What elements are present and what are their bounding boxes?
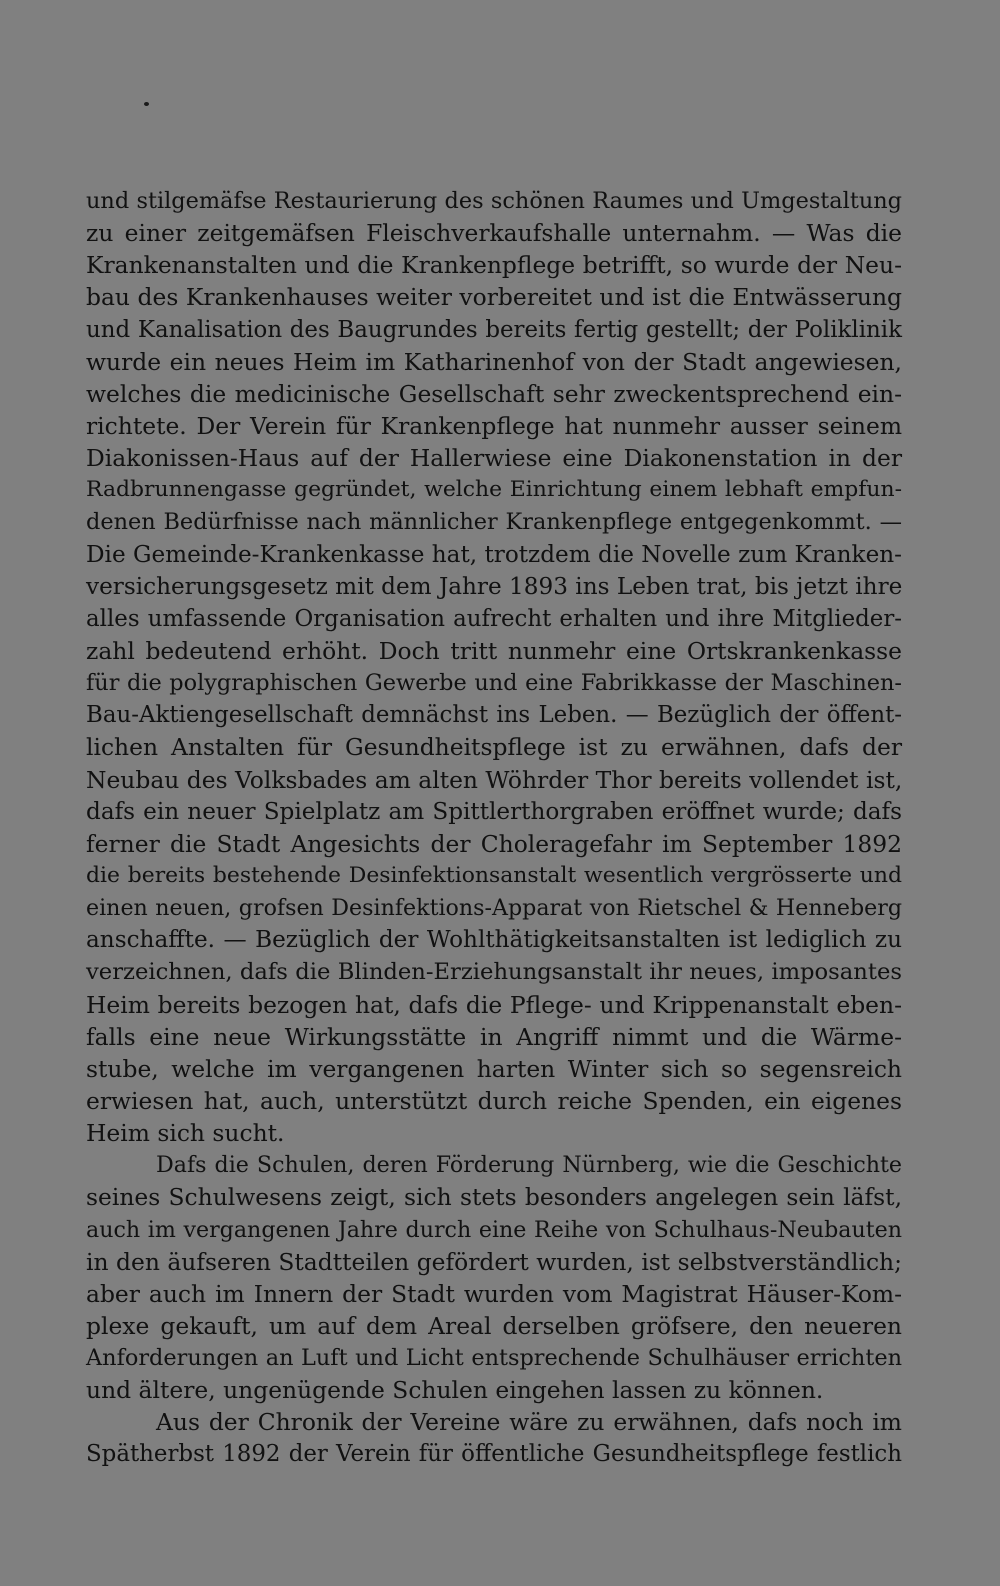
text-line-20: dafs ein neuer Spielplatz am Spittlerthorgraben eröffnet wurde; dafs: [86, 798, 902, 825]
text-line-32: seines Schulwesens zeigt, sich stets besonders angelegen sein läfst,: [86, 1183, 902, 1212]
text-line-21: ferner die Stadt Angesichts der Choleragefahr im September 1892: [86, 829, 902, 858]
text-line-26: Heim bereits bezogen hat, dafs die Pflege- und Krippenanstalt eben-: [86, 990, 902, 1019]
text-line-11: denen Bedürfnisse nach männlicher Krankenpflege entgegenkommt. —: [86, 509, 902, 536]
text-line-3: Krankenanstalten und die Krankenpflege betrifft, so wurde der Neu-: [86, 251, 902, 280]
text-line-17: Bau-Aktiengesellschaft demnächst ins Leben. — Bezüglich der öffent-: [86, 702, 902, 729]
text-line-30: Heim sich sucht.: [86, 1119, 285, 1148]
text-line-39: Aus der Chronik der Vereine wäre zu erwähnen, dafs noch im: [156, 1408, 902, 1437]
text-line-18: lichen Anstalten für Gesundheitspflege ist zu erwähnen, dafs der: [86, 733, 902, 762]
ink-speck: [144, 102, 149, 106]
text-line-15: zahl bedeutend erhöht. Doch tritt nunmehr eine Ortskrankenkasse: [86, 636, 902, 665]
text-line-37: Anforderungen an Luft und Licht entsprechende Schulhäuser errichten: [86, 1345, 902, 1372]
text-line-1: und stilgemäfse Restaurierung des schönen Raumes und Umgestaltung: [86, 188, 902, 214]
text-line-22: die bereits bestehende Desinfektionsanstalt wesentlich vergrösserte und: [86, 862, 902, 888]
text-line-33: auch im vergangenen Jahre durch eine Reihe von Schulhaus-Neubauten: [86, 1216, 902, 1243]
text-line-12: Die Gemeinde-Krankenkasse hat, trotzdem die Novelle zum Kranken-: [86, 541, 902, 568]
text-line-40: Spätherbst 1892 der Verein für öffentliche Gesundheitspflege festlich: [86, 1441, 902, 1468]
text-line-16: für die polygraphischen Gewerbe und eine Fabrikkasse der Maschinen-: [86, 670, 902, 697]
text-line-9: Diakonissen-Haus auf der Hallerwiese eine Diakonenstation in der: [86, 444, 902, 473]
text-line-38: und ältere, ungenügende Schulen eingehen lassen zu können.: [86, 1376, 824, 1405]
text-line-8: richtete. Der Verein für Krankenpflege hat nunmehr ausser seinem: [86, 411, 902, 440]
text-line-24: anschaffte. — Bezüglich der Wohlthätigkeitsanstalten ist lediglich zu: [86, 927, 902, 954]
text-line-27: falls eine neue Wirkungsstätte in Angriff nimmt und die Wärme-: [86, 1022, 902, 1051]
text-line-31: Dafs die Schulen, deren Förderung Nürnberg, wie die Geschichte: [156, 1152, 902, 1179]
text-line-35: aber auch im Innern der Stadt wurden vom Magistrat Häuser-Kom-: [86, 1279, 902, 1308]
text-line-25: verzeichnen, dafs die Blinden-Erziehungsanstalt ihr neues, imposantes: [86, 959, 902, 986]
text-line-29: erwiesen hat, auch, unterstützt durch reiche Spenden, ein eigenes: [86, 1086, 902, 1115]
text-line-13: versicherungsgesetz mit dem Jahre 1893 ins Leben trat, bis jetzt ihre: [86, 573, 903, 600]
text-line-19: Neubau des Volksbades am alten Wöhrder Thor bereits vollendet ist,: [86, 765, 903, 794]
text-line-2: zu einer zeitgemäfsen Fleischverkaufshalle unternahm. — Was die: [86, 219, 902, 248]
text-line-36: plexe gekauft, um auf dem Areal derselben gröfsere, den neueren: [86, 1311, 902, 1340]
text-line-5: und Kanalisation des Baugrundes bereits fertig gestellt; der Poliklinik: [86, 316, 902, 343]
text-line-4: bau des Krankenhauses weiter vorbereitet und ist die Entwässerung: [86, 283, 902, 312]
text-line-23: einen neuen, grofsen Desinfektions-Apparat von Rietschel & Henneberg: [86, 895, 902, 922]
text-line-7: welches die medicinische Gesellschaft sehr zweckentsprechend ein-: [86, 379, 902, 408]
text-line-14: alles umfassende Organisation aufrecht erhalten und ihre Mitglieder-: [86, 605, 902, 632]
text-line-34: in den äufseren Stadtteilen gefördert wurden, ist selbstverständlich;: [86, 1247, 902, 1276]
text-line-6: wurde ein neues Heim im Katharinenhof von der Stadt angewiesen,: [86, 347, 902, 376]
text-line-10: Radbrunnengasse gegründet, welche Einrichtung einem lebhaft empfun-: [86, 477, 902, 503]
text-line-28: stube, welche im vergangenen harten Winter sich so segensreich: [86, 1054, 902, 1083]
body-text: [86, 185, 902, 1471]
